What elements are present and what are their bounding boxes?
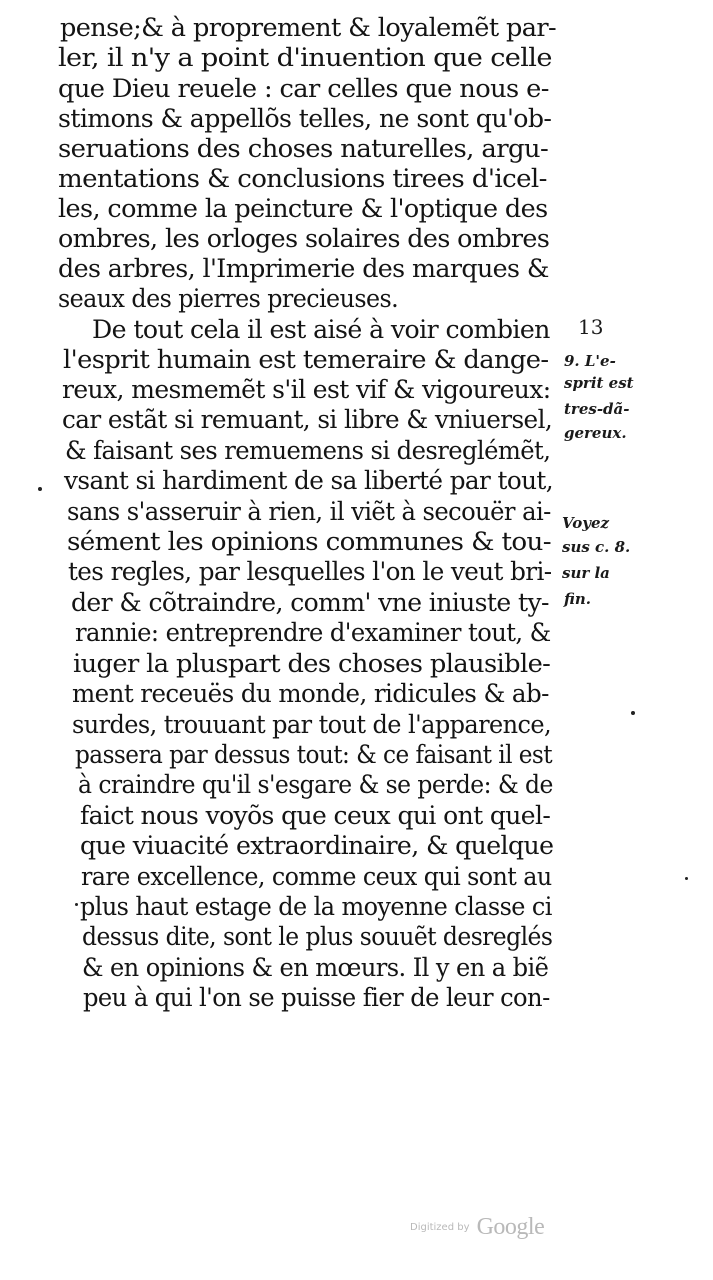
text-line: car estãt si remuant, si libre & vniuersel,	[62, 405, 553, 434]
text-line: ler, il n'y a point d'inuention que celle	[58, 43, 552, 72]
text-line: à craindre qu'il s'esgare & se perde: & de	[78, 770, 553, 799]
text-line: reux, mesmemẽt s'il est vif & vigoureux:	[62, 375, 551, 404]
ink-speck	[38, 487, 42, 491]
ink-speck	[631, 711, 635, 715]
text-line: der & cõtraindre, comm' vne iniuste ty-	[71, 588, 549, 617]
text-line: sans s'asseruir à rien, il viẽt à secouër ai-	[67, 497, 551, 526]
text-line: De tout cela il est aisé à voir combien	[92, 315, 550, 344]
margin-note-line: fin.	[564, 590, 592, 608]
margin-note-line: 9. L'e-	[564, 352, 616, 370]
text-line: que viuacité extraordinaire, & quelque	[80, 831, 554, 860]
text-line: sément les opinions communes & tou-	[67, 527, 551, 556]
margin-note-line: gereux.	[564, 424, 627, 442]
text-line: surdes, trouuant par tout de l'apparence,	[72, 710, 552, 739]
margin-note-line: sus c. 8.	[562, 538, 631, 556]
text-line: rannie: entreprendre d'examiner tout, &	[75, 618, 551, 647]
margin-note-line: tres-dã-	[564, 400, 630, 418]
margin-note-line: Voyez	[562, 514, 610, 532]
text-line: tes regles, par lesquelles l'on le veut bri-	[68, 557, 552, 586]
text-line: & faisant ses remuemens si desreglémẽt,	[65, 436, 551, 465]
text-line: passera par dessus tout: & ce faisant il est	[75, 740, 553, 769]
text-line: faict nous voyõs que ceux qui ont quel-	[80, 801, 551, 830]
watermark-prefix: Digitized by	[410, 1222, 470, 1233]
text-line: l'esprit humain est temeraire & dange-	[63, 345, 549, 374]
text-line: ment receuës du monde, ridicules & ab-	[72, 679, 549, 708]
text-line: ombres, les orloges solaires des ombres	[58, 224, 550, 253]
text-line: iuger la pluspart des choses plausible-	[73, 649, 551, 678]
text-line: & en opinions & en mœurs. Il y en a biẽ	[82, 953, 549, 982]
google-watermark	[410, 1214, 544, 1241]
margin-note-line: sprit est	[564, 374, 634, 392]
margin-note-line: sur la	[562, 564, 610, 582]
text-line: dessus dite, sont le plus souuẽt desreglés	[82, 922, 553, 951]
margin-section-number: 13	[578, 315, 604, 339]
text-line: que Dieu reuele : car celles que nous e-	[58, 74, 549, 103]
text-line: seaux des pierres precieuses.	[58, 284, 399, 313]
text-line: seruations des choses naturelles, argu-	[58, 134, 549, 163]
text-line: pense;& à proprement & loyalemẽt par-	[60, 13, 557, 42]
text-line: rare excellence, comme ceux qui sont au	[81, 862, 552, 891]
text-line: mentations & conclusions tirees d'icel-	[58, 164, 547, 193]
text-line: stimons & appellõs telles, ne sont qu'ob-	[58, 104, 552, 133]
ink-speck	[75, 903, 78, 906]
text-line: plus haut estage de la moyenne classe ci	[80, 892, 552, 921]
text-line: peu à qui l'on se puisse fier de leur con-	[83, 983, 550, 1012]
text-line: des arbres, l'Imprimerie des marques &	[58, 254, 549, 283]
text-line: vsant si hardiment de sa liberté par tout,	[64, 466, 554, 495]
ink-speck	[685, 877, 688, 880]
text-line: les, comme la peincture & l'optique des	[58, 194, 548, 223]
watermark-brand: Google	[476, 1214, 545, 1240]
